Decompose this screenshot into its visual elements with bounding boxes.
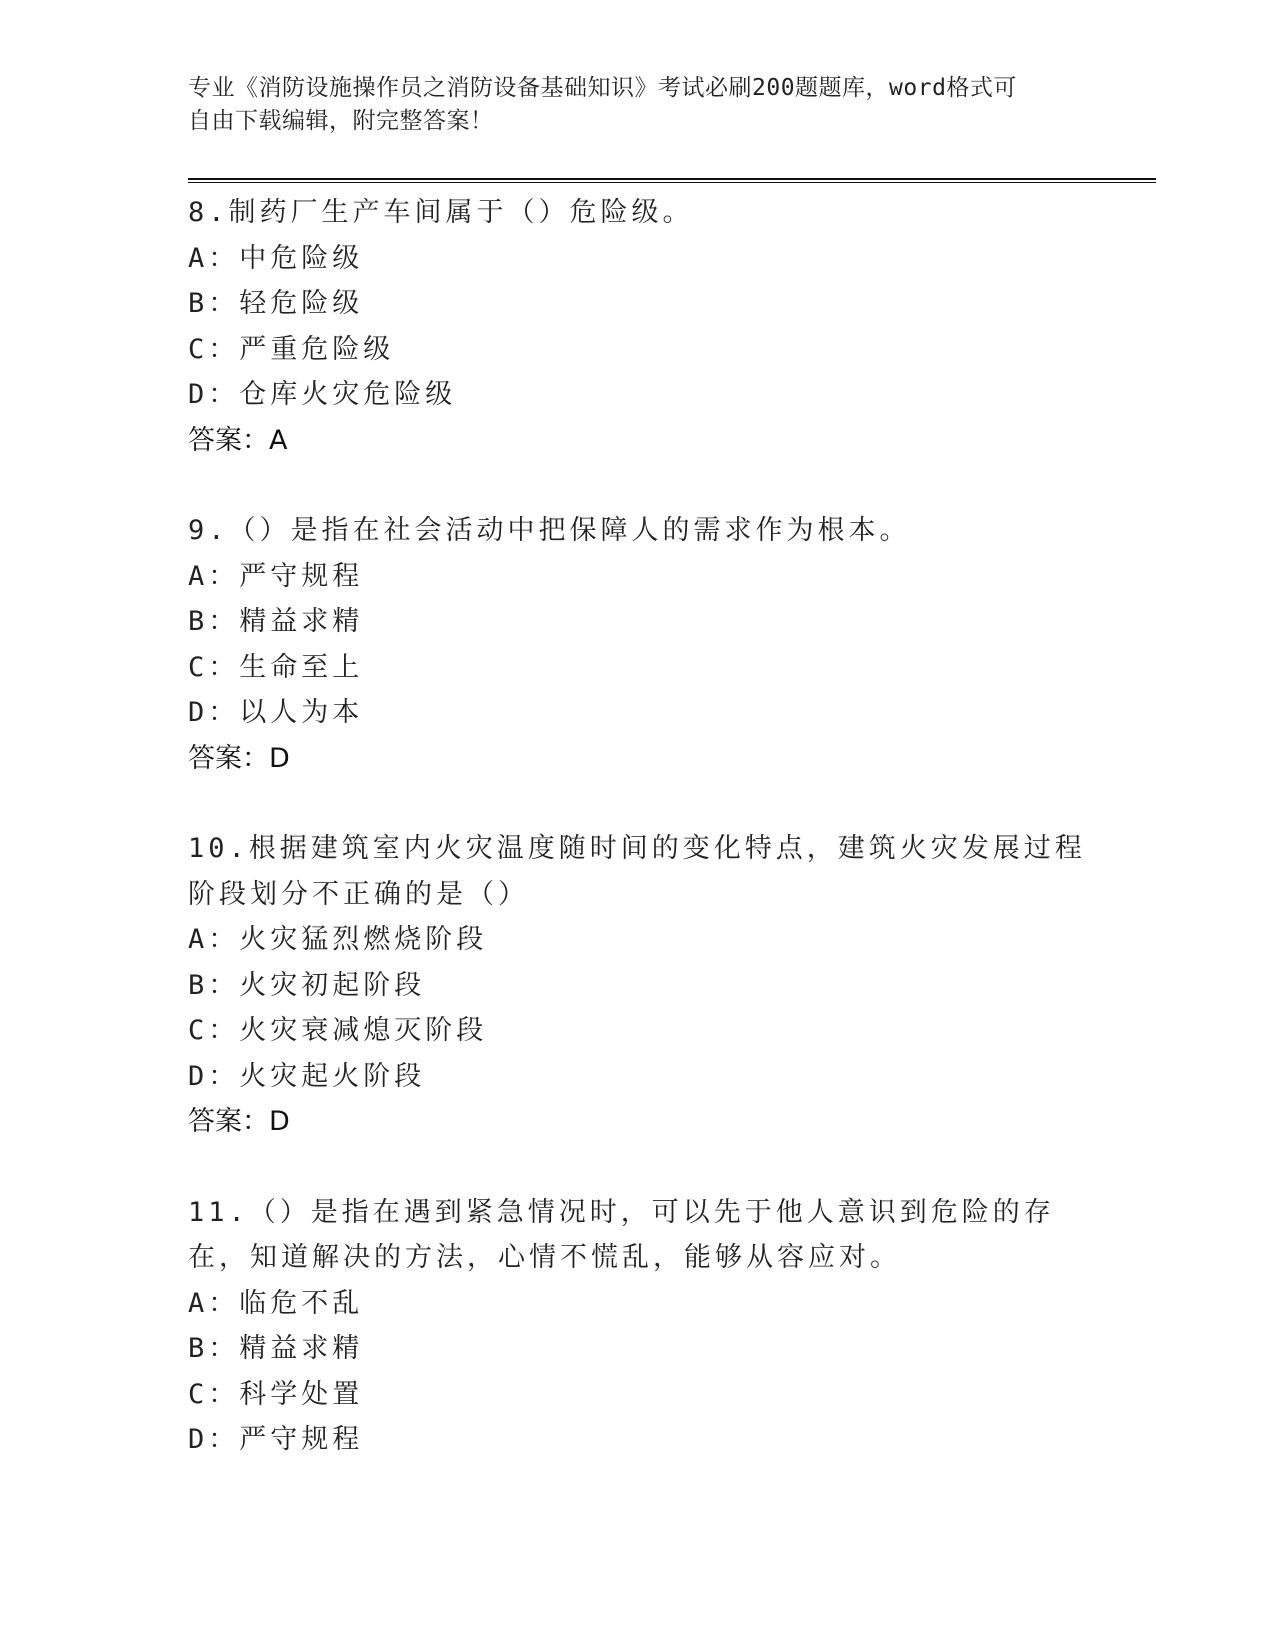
answer: 答案：D [188,1106,290,1137]
option-a: A：火灾猛烈燃烧阶段 [188,924,488,955]
option-a: A：中危险级 [188,242,364,274]
option-c: C：生命至上 [188,651,364,683]
question-10 [188,826,1088,1145]
document-header [188,72,1068,138]
header-divider [188,178,1156,183]
question-11 [188,1190,1088,1463]
header-line-1: 专业《消防设施操作员之消防设备基础知识》考试必刷200题题库，word格式可 [188,75,1017,101]
option-b: B：精益求精 [188,1333,364,1364]
question-list [188,190,1088,1508]
option-c: C：科学处置 [188,1378,364,1410]
option-a: A：临危不乱 [188,1287,364,1319]
option-b: B：轻危险级 [188,288,364,319]
option-a: A：严守规程 [188,560,364,592]
question-8 [188,190,1088,463]
question-text: 9.（）是指在社会活动中把保障人的需求作为根本。 [188,515,911,546]
option-d: D：仓库火灾危险级 [188,379,457,410]
option-b: B：精益求精 [188,606,364,637]
option-c: C：火灾衰减熄灭阶段 [188,1015,488,1046]
option-d: D：严守规程 [188,1424,364,1455]
option-d: D：火灾起火阶段 [188,1060,426,1092]
header-line-2: 自由下载编辑，附完整答案！ [188,108,494,134]
question-text: 11.（）是指在遇到紧急情况时，可以先于他人意识到危险的存在，知道解决的方法，心情不慌乱，能够从容应对。 [188,1196,1055,1273]
answer: 答案：D [188,742,290,774]
answer: 答案：A [188,424,288,456]
question-text: 10.根据建筑室内火灾温度随时间的变化特点，建筑火灾发展过程阶段划分不正确的是（） [188,833,1086,910]
question-text: 8.制药厂生产车间属于（）危险级。 [188,197,694,228]
question-9 [188,508,1088,781]
option-c: C：严重危险级 [188,333,395,365]
option-d: D：以人为本 [188,697,364,728]
option-b: B：火灾初起阶段 [188,969,426,1001]
